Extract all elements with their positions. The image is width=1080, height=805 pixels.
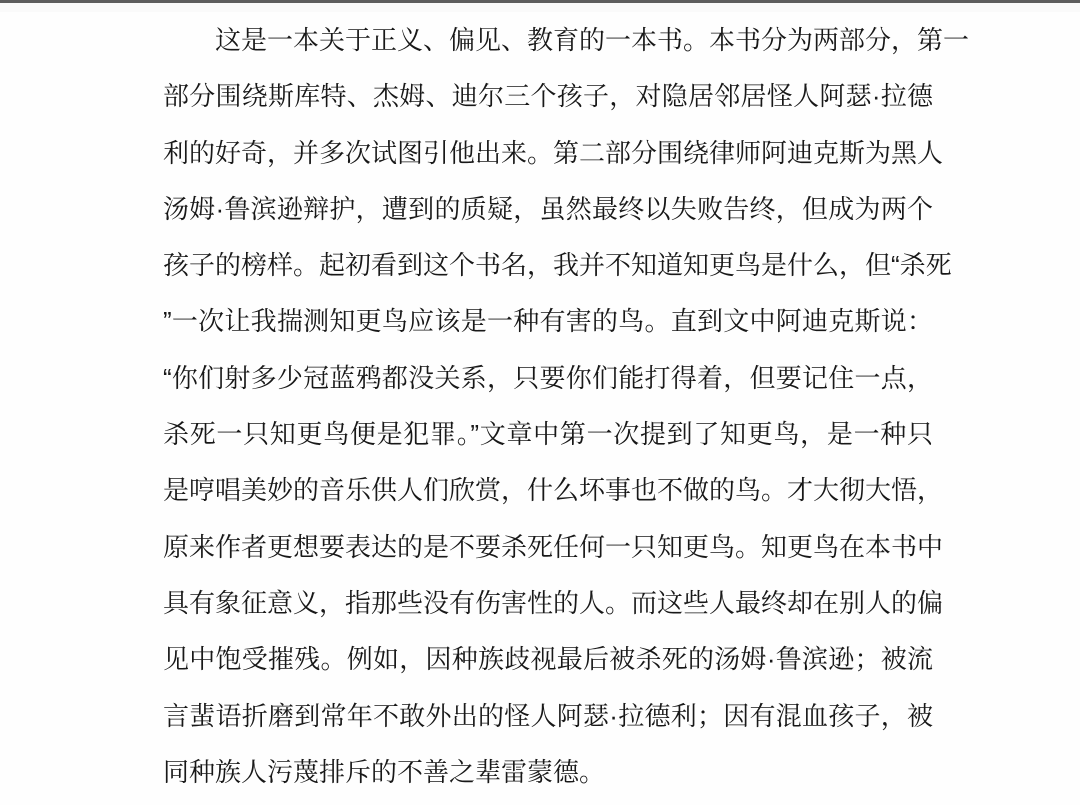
review-paragraph bbox=[163, 12, 970, 800]
text-line: 原来作者更想要表达的是不要杀死任何一只知更鸟。知更鸟在本书中 bbox=[163, 531, 944, 562]
text-line: 杀死一只知更鸟便是犯罪。”文章中第一次提到了知更鸟，是一种只 bbox=[163, 419, 933, 450]
text-line: 孩子的榜样。起初看到这个书名，我并不知道知更鸟是什么，但“杀死 bbox=[163, 250, 952, 281]
text-line: 是哼唱美妙的音乐供人们欣赏，什么坏事也不做的鸟。才大彻大悟， bbox=[163, 475, 944, 506]
text-line: 具有象征意义，指那些没有伤害性的人。而这些人最终却在别人的偏 bbox=[163, 587, 944, 618]
text-line: ”一次让我揣测知更鸟应该是一种有害的鸟。直到文中阿迪克斯说： bbox=[163, 306, 933, 337]
text-line: “你们射多少冠蓝鸦都没关系，只要你们能打得着，但要记住一点， bbox=[163, 362, 933, 393]
text-line: 言蜚语折磨到常年不敢外出的怪人阿瑟·拉德利；因有混血孩子，被 bbox=[163, 700, 933, 731]
top-shade bbox=[0, 3, 1080, 12]
text-line: 部分围绕斯库特、杰姆、迪尔三个孩子，对隐居邻居怪人阿瑟·拉德 bbox=[163, 81, 933, 112]
text-line: 同种族人污蔑排斥的不善之辈雷蒙德。 bbox=[163, 756, 606, 787]
text-line: 这是一本关于正义、偏见、教育的一本书。本书分为两部分，第一 bbox=[215, 25, 970, 55]
text-line: 利的好奇，并多次试图引他出来。第二部分围绕律师阿迪克斯为黑人 bbox=[163, 137, 944, 168]
text-line: 汤姆·鲁滨逊辩护，遭到的质疑，虽然最终以失败告终，但成为两个 bbox=[163, 193, 933, 224]
text-line: 见中饱受摧残。例如，因种族歧视最后被杀死的汤姆·鲁滨逊；被流 bbox=[163, 644, 933, 675]
